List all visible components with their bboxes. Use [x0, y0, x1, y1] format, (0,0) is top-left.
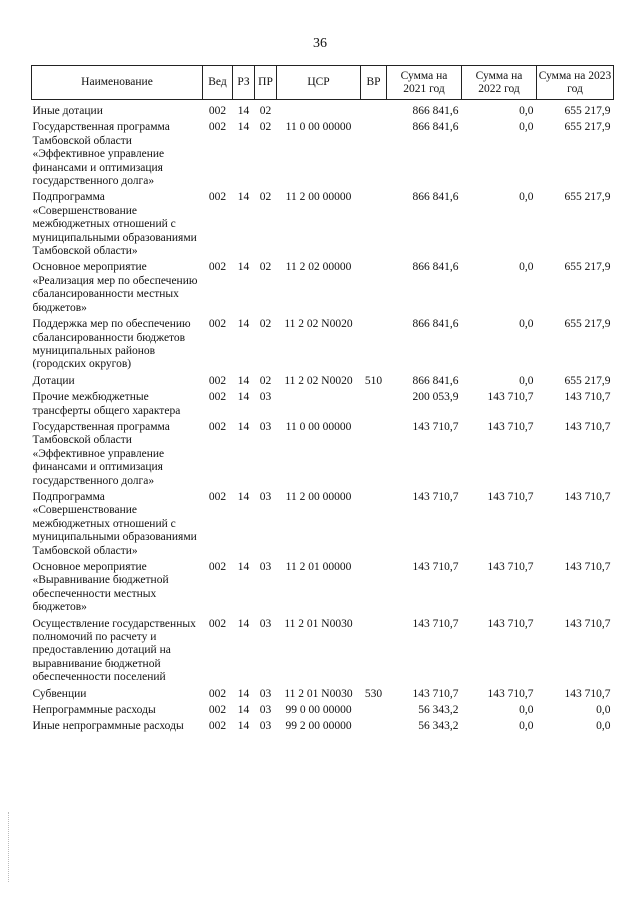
cell-sum-2023: 143 710,7: [564, 420, 611, 433]
cell-pr: 03: [259, 420, 272, 433]
cell-pr: 03: [259, 617, 272, 630]
cell-pr: 03: [259, 687, 272, 700]
table-row: [32, 688, 614, 704]
header-pr: ПР: [255, 66, 277, 100]
cell-csr: [277, 100, 361, 122]
cell-rz: 14: [237, 391, 250, 404]
cell-csr: 11 2 01 N0030: [284, 687, 353, 700]
cell-rz: 14: [237, 318, 250, 331]
cell-vr: [361, 318, 387, 375]
scan-margin-mark: [8, 812, 10, 882]
cell-sum-2023: 143 710,7: [564, 617, 611, 630]
cell-ved: 002: [208, 374, 227, 387]
cell-rz: 14: [237, 105, 250, 117]
cell-ved: 002: [208, 420, 227, 433]
cell-ved: 002: [208, 191, 227, 204]
cell-name: Осуществление государственных полномочий по расчету и предоставлению дотаций на выравнивание бюджетной обеспеченности поселений: [32, 617, 196, 684]
cell-sum-2021: 143 710,7: [412, 490, 459, 503]
cell-sum-2022: 143 710,7: [487, 687, 534, 700]
table-row: [32, 191, 614, 261]
cell-vr: [361, 704, 387, 720]
cell-sum-2023: 655 217,9: [564, 191, 611, 204]
cell-sum-2021: 143 710,7: [412, 617, 459, 630]
cell-sum-2022: 0,0: [519, 318, 534, 331]
cell-sum-2021: 866 841,6: [412, 191, 459, 204]
cell-sum-2023: 143 710,7: [564, 687, 611, 700]
cell-pr: 02: [259, 318, 272, 331]
cell-rz: 14: [237, 704, 250, 717]
cell-ved: 002: [208, 121, 227, 134]
cell-rz: 14: [237, 191, 250, 204]
cell-pr: 02: [259, 374, 272, 387]
cell-rz: 14: [237, 561, 250, 573]
cell-sum-2022: 143 710,7: [487, 391, 534, 404]
cell-sum-2022: 0,0: [519, 704, 534, 717]
cell-vr: 510: [364, 374, 383, 387]
cell-pr: 03: [259, 490, 272, 503]
cell-sum-2022: 143 710,7: [487, 561, 534, 573]
cell-rz: 14: [237, 121, 250, 134]
cell-csr: 11 2 01 N0030: [284, 617, 353, 630]
cell-sum-2023: 655 217,9: [564, 374, 611, 387]
cell-sum-2023: 143 710,7: [564, 561, 611, 573]
cell-sum-2022: 0,0: [519, 261, 534, 274]
cell-vr: [361, 261, 387, 318]
cell-ved: 002: [208, 617, 227, 630]
cell-name: Непрограммные расходы: [32, 704, 156, 717]
cell-sum-2023: 143 710,7: [564, 391, 611, 404]
cell-sum-2023: 655 217,9: [564, 261, 611, 274]
cell-sum-2023: 655 217,9: [564, 121, 611, 134]
cell-sum-2021: 143 710,7: [412, 420, 459, 433]
cell-sum-2021: 866 841,6: [412, 121, 459, 134]
cell-ved: 002: [208, 704, 227, 717]
cell-csr: 11 2 00 00000: [285, 191, 352, 204]
cell-ved: 002: [208, 318, 227, 331]
cell-name: Иные непрограммные расходы: [32, 720, 184, 733]
cell-csr: [277, 391, 361, 421]
table-row: [32, 391, 614, 421]
cell-sum-2022: 0,0: [519, 121, 534, 134]
table-row: [32, 100, 614, 122]
cell-csr: 99 0 00 00000: [285, 704, 352, 717]
cell-sum-2023: 0,0: [596, 720, 611, 733]
cell-vr: [361, 421, 387, 491]
cell-sum-2022: 143 710,7: [487, 617, 534, 630]
table-body: [32, 100, 614, 737]
cell-sum-2023: 655 217,9: [564, 318, 611, 331]
cell-rz: 14: [237, 490, 250, 503]
cell-sum-2021: 143 710,7: [412, 561, 459, 573]
table-row: [32, 261, 614, 318]
cell-csr: 11 2 01 00000: [285, 561, 352, 573]
cell-sum-2021: 200 053,9: [412, 391, 459, 404]
cell-name: Прочие межбюджетные трансферты общего характера: [32, 391, 181, 417]
cell-sum-2023: 143 710,7: [564, 490, 611, 503]
cell-ved: 002: [208, 687, 227, 700]
cell-name: Подпрограмма «Совершенствование межбюджетных отношений с муниципальными образованиями Тамбовской области»: [32, 490, 197, 557]
header-csr: ЦСР: [277, 66, 361, 100]
cell-vr: 530: [364, 687, 383, 700]
header-sum-2022: Сумма на 2022 год: [462, 66, 537, 100]
cell-vr: [361, 618, 387, 688]
cell-pr: 02: [259, 261, 272, 274]
table-row: [32, 561, 614, 618]
cell-vr: [361, 391, 387, 421]
cell-pr: 02: [259, 105, 272, 117]
cell-sum-2023: 0,0: [596, 704, 611, 717]
cell-rz: 14: [237, 720, 250, 733]
cell-sum-2022: 0,0: [519, 191, 534, 204]
cell-csr: 11 2 02 00000: [285, 261, 352, 274]
header-vr: ВР: [361, 66, 387, 100]
table-row: [32, 375, 614, 391]
cell-sum-2021: 866 841,6: [412, 374, 459, 387]
table-row: [32, 121, 614, 191]
header-ved: Вед: [203, 66, 233, 100]
cell-name: Государственная программа Тамбовской области «Эффективное управление финансами и оптимизация государственного долга»: [32, 121, 170, 188]
cell-csr: 11 2 02 N0020: [284, 374, 353, 387]
cell-rz: 14: [237, 617, 250, 630]
table-row: [32, 421, 614, 491]
cell-vr: [361, 491, 387, 561]
table-row: [32, 720, 614, 736]
cell-name: Поддержка мер по обеспечению сбалансированности бюджетов муниципальных районов (городских округов): [32, 318, 191, 371]
cell-pr: 03: [259, 561, 272, 573]
cell-vr: [361, 720, 387, 736]
cell-rz: 14: [237, 261, 250, 274]
header-sum-2023: Сумма на 2023 год: [537, 66, 614, 100]
cell-sum-2021: 866 841,6: [412, 318, 459, 331]
cell-ved: 002: [208, 561, 227, 573]
cell-name: Государственная программа Тамбовской области «Эффективное управление финансами и оптимизация государственного долга»: [32, 420, 170, 487]
cell-csr: 99 2 00 00000: [285, 720, 352, 733]
table-row: [32, 318, 614, 375]
cell-csr: 11 2 02 N0020: [284, 318, 353, 331]
cell-name: Основное мероприятие «Выравнивание бюджетной обеспеченности местных бюджетов»: [32, 561, 169, 614]
cell-sum-2023: 655 217,9: [564, 105, 611, 117]
cell-ved: 002: [208, 105, 227, 117]
cell-sum-2021: 143 710,7: [412, 687, 459, 700]
budget-table: [31, 65, 614, 737]
cell-sum-2022: 0,0: [519, 720, 534, 733]
page-number: 36: [313, 36, 327, 51]
cell-pr: 02: [259, 191, 272, 204]
cell-csr: 11 0 00 00000: [285, 420, 352, 433]
cell-pr: 03: [259, 720, 272, 733]
cell-name: Иные дотации: [32, 105, 103, 117]
cell-sum-2021: 56 343,2: [418, 720, 459, 733]
cell-pr: 03: [259, 704, 272, 717]
cell-sum-2022: 0,0: [519, 374, 534, 387]
table-header: [32, 66, 614, 100]
header-rz: РЗ: [233, 66, 255, 100]
cell-name: Подпрограмма «Совершенствование межбюджетных отношений с муниципальными образованиями Тамбовской области»: [32, 191, 197, 258]
table-row: [32, 618, 614, 688]
cell-pr: 02: [259, 121, 272, 134]
cell-sum-2022: 143 710,7: [487, 420, 534, 433]
cell-name: Основное мероприятие «Реализация мер по обеспечению сбалансированности местных бюджетов»: [32, 261, 198, 314]
cell-pr: 03: [259, 391, 272, 404]
table-row: [32, 491, 614, 561]
cell-vr: [361, 561, 387, 618]
header-name: Наименование: [32, 66, 203, 100]
cell-ved: 002: [208, 720, 227, 733]
cell-rz: 14: [237, 374, 250, 387]
cell-sum-2021: 866 841,6: [412, 105, 459, 117]
cell-sum-2022: 143 710,7: [487, 490, 534, 503]
cell-sum-2021: 866 841,6: [412, 261, 459, 274]
cell-ved: 002: [208, 490, 227, 503]
cell-name: Дотации: [32, 374, 75, 387]
cell-vr: [361, 121, 387, 191]
cell-vr: [361, 100, 387, 122]
table-row: [32, 704, 614, 720]
cell-csr: 11 0 00 00000: [285, 121, 352, 134]
cell-rz: 14: [237, 420, 250, 433]
cell-name: Субвенции: [32, 687, 87, 700]
cell-sum-2021: 56 343,2: [418, 704, 459, 717]
header-sum-2021: Сумма на 2021 год: [387, 66, 462, 100]
cell-vr: [361, 191, 387, 261]
cell-rz: 14: [237, 687, 250, 700]
cell-csr: 11 2 00 00000: [285, 490, 352, 503]
cell-ved: 002: [208, 391, 227, 404]
cell-ved: 002: [208, 261, 227, 274]
cell-sum-2022: 0,0: [519, 105, 534, 117]
